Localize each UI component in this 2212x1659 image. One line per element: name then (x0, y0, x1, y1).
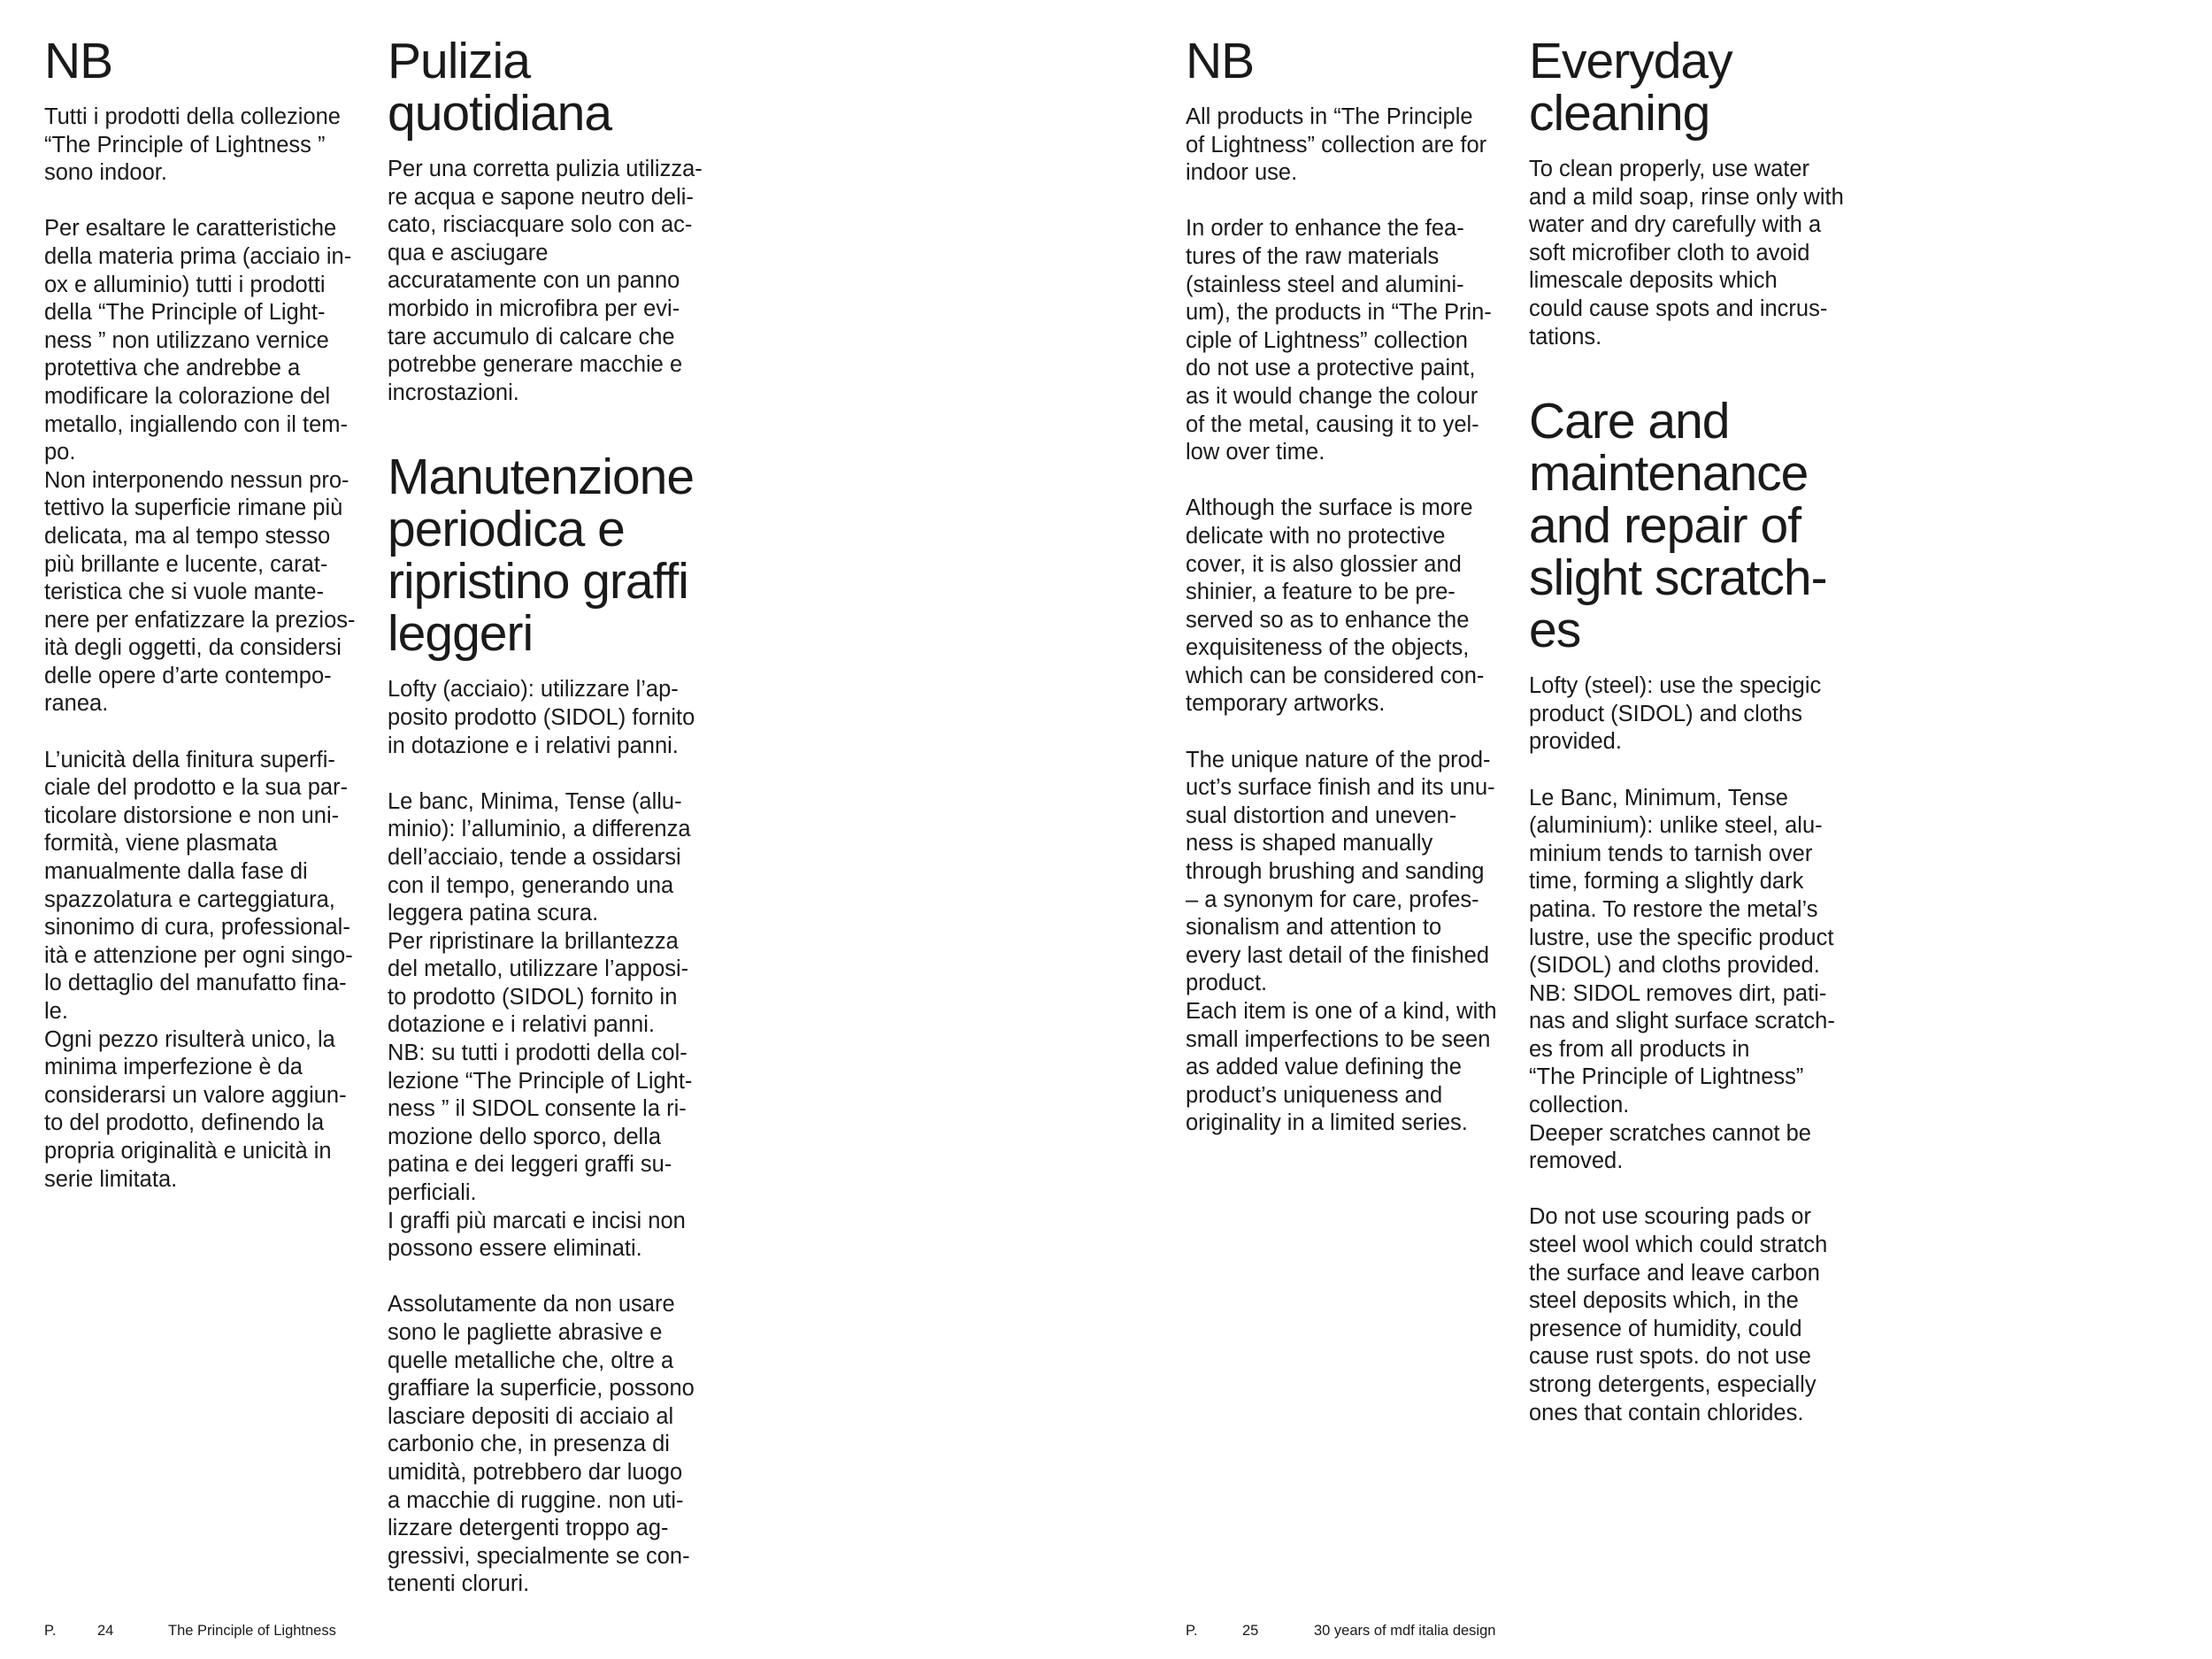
english-nb-paragraph-1: All products in “The Principle of Lightness” collection are for indoor use. (1186, 104, 1487, 186)
english-nb-column (1186, 35, 1522, 1138)
english-nb-paragraph-3: Although the surface is more delicate with no protective cover, it is also glossier and shinier, a feature to be pre- served so as to enhance the exquisiteness of the objects, which can be considered con- temporary artworks. (1186, 495, 1485, 717)
english-cleaning-title: Everyday cleaning (1529, 33, 1732, 142)
italian-cleaning-title: Pulizia quotidiana (388, 33, 612, 142)
english-nb-paragraph-2: In order to enhance the fea- tures of the raw materials (stainless steel and alumini- um), the products in “The Prin- ciple of Lightness” collection do not use a protective paint, as it would change the colour of the metal, causing it to yel- low over time. (1186, 216, 1492, 465)
left-footer-label: The Principle of Lightness (168, 1623, 336, 1639)
italian-maintenance-title: Manutenzione periodica e ripristino graffi leggeri (388, 449, 695, 663)
italian-cleaning-paragraph-1: Per una corretta pulizia utilizza- re acqua e sapone neutro deli- cato, risciacquare solo con ac- qua e asciugare accuratamente con un panno morbido in microfibra per evi- tare accumulo di calcare che potrebbe generare macchie e incrostazioni. (388, 157, 703, 405)
english-care-column (1529, 35, 1865, 1427)
right-footer-prefix: P. (1186, 1623, 1198, 1639)
english-maintenance-paragraph-2: Le Banc, Minimum, Tense (aluminium): unlike steel, alu- minium tends to tarnish over time, forming a slightly dark patina. To restore the metal’s lustre, use the specific product (SIDOL) and cloths provided. NB: SIDOL removes dirt, pati- nas and slight surface scratch- es from all products in “The Principle of Lightness” collection. Deeper scratches cannot be removed. (1529, 785, 1835, 1174)
italian-nb-column (44, 35, 380, 1194)
english-maintenance-title: Care and maintenance and repair of slight scratch- es (1529, 393, 1827, 659)
italian-care-column (388, 35, 724, 1599)
italian-nb-paragraph-3: L’unicità della finitura superfi- ciale del prodotto e la sua par- ticolare distorsione e non uni- formità, viene plasmata manualmente dalla fase di spazzolatura e carteggiatura, sinonimo di cura, professional- ità e attenzione per ogni singo- lo dettaglio del manufatto fina- le. Ogni pezzo risulterà unico, la minima imperfezione è da considerarsi un valore aggiun- to del prodotto, definendo la propria originalità e unicità in serie limitata. (44, 747, 353, 1192)
italian-maintenance-paragraph-3: Assolutamente da non usare sono le pagliette abrasive e quelle metalliche che, oltre a graffiare la superficie, possono lasciare depositi di acciaio al carbonio che, in presenza di umidità, potrebbero dar luogo a macchie di ruggine. non uti- lizzare detergenti troppo ag- gressivi, specialmente se con- tenenti cloruri. (388, 1292, 695, 1597)
right-footer-label: 30 years of mdf italia design (1314, 1623, 1496, 1639)
english-nb-paragraph-4: The unique nature of the prod- uct’s surface finish and its unu- sual distortion and uneven- ness is shaped manually through brushing and sanding – a synonym for care, profes- sionalism and attention to every last detail of the finished product. Each item is one of a kind, with small imperfections to be seen as added value defining the product’s uniqueness and originality in a limited series. (1186, 747, 1497, 1136)
italian-maintenance-paragraph-2: Le banc, Minima, Tense (allu- minio): l’alluminio, a differenza dell’acciaio, tende a ossidarsi con il tempo, generando una leggera patina scura. Per ripristinare la brillantezza del metallo, utilizzare l’apposi- to prodotto (SIDOL) fornito in dotazione e i relativi panni. NB: su tutti i prodotti della col- lezione “The Principle of Light- ness ” il SIDOL consente la ri- mozione dello sporco, della patina e dei leggeri graffi su- perficiali. I graffi più marcati e incisi non possono essere eliminati. (388, 788, 693, 1262)
english-maintenance-paragraph-3: Do not use scouring pads or steel wool which could stratch the surface and leave carbon steel deposits which, in the presence of humidity, could cause rust spots. do not use strong detergents, especially ones that contain chlorides. (1529, 1204, 1828, 1425)
english-nb-title: NB (1186, 33, 1255, 89)
left-footer-prefix: P. (44, 1623, 57, 1639)
italian-nb-paragraph-1: Tutti i prodotti della collezione “The Principle of Lightness ” sono indoor. (44, 104, 341, 186)
italian-nb-title: NB (44, 33, 113, 89)
english-cleaning-paragraph-1: To clean properly, use water and a mild soap, rinse only with water and dry carefully with a soft microfiber cloth to avoid limescale deposits which could cause spots and incrus- tations. (1529, 157, 1844, 349)
english-maintenance-paragraph-1: Lofty (steel): use the specigic product (SIDOL) and cloths provided. (1529, 673, 1822, 755)
right-footer-page-number: 25 (1242, 1623, 1259, 1639)
left-footer-page-number: 24 (97, 1623, 114, 1639)
italian-nb-paragraph-2: Per esaltare le caratteristiche della materia prima (acciaio in- ox e alluminio) tutti i prodotti della “The Principle of Light- ness ” non utilizzano vernice protettiva che andrebbe a modificare la colorazione del metallo, ingiallendo con il tem- po. Non interponendo nessun pro- tettivo la superficie rimane più delicata, ma al tempo stesso più brillante e lucente, carat- teristica che si vuole mante- nere per enfatizzare la prezios- ità degli oggetti, da considersi delle opere d’arte contempo- ranea. (44, 216, 356, 717)
italian-maintenance-paragraph-1: Lofty (acciaio): utilizzare l’ap- posito prodotto (SIDOL) fornito in dotazione e i relativi panni. (388, 677, 695, 758)
